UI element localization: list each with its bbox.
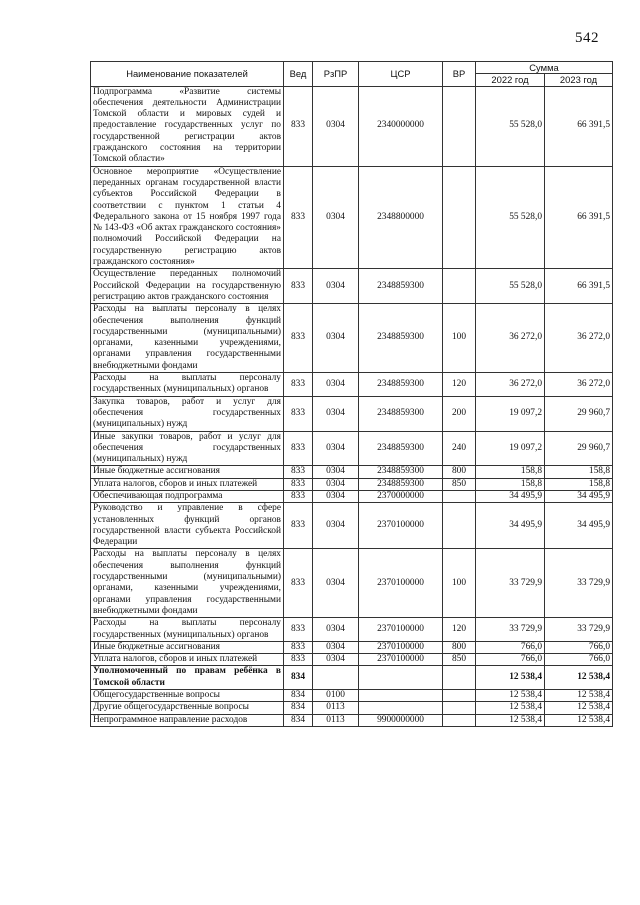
row-vr-cell: 800 <box>443 466 476 478</box>
row-rzpr-cell: 0304 <box>313 466 359 478</box>
row-csr-cell: 2348859300 <box>359 396 443 431</box>
table-row <box>91 702 613 714</box>
row-vr-cell: 100 <box>443 549 476 618</box>
row-rzpr-cell: 0113 <box>313 714 359 726</box>
row-vr-cell <box>443 86 476 166</box>
row-sum-2023-cell: 29 960,7 <box>545 431 613 466</box>
row-name-cell: Иные закупки товаров, работ и услуг для обеспечения государственных (муниципальных) нужд <box>91 431 284 466</box>
row-sum-2022-cell: 766,0 <box>476 654 545 666</box>
row-ved-cell: 834 <box>284 702 313 714</box>
row-vr-cell: 800 <box>443 641 476 653</box>
row-sum-2023-cell: 36 272,0 <box>545 373 613 397</box>
row-csr-cell: 2370000000 <box>359 490 443 502</box>
row-vr-cell <box>443 666 476 690</box>
row-ved-cell: 833 <box>284 549 313 618</box>
row-sum-2023-cell: 766,0 <box>545 654 613 666</box>
row-name-cell: Обеспечивающая подпрограмма <box>91 490 284 502</box>
row-sum-2023-cell: 29 960,7 <box>545 396 613 431</box>
row-sum-2022-cell: 36 272,0 <box>476 304 545 373</box>
row-sum-2022-cell: 33 729,9 <box>476 549 545 618</box>
row-ved-cell: 833 <box>284 396 313 431</box>
row-ved-cell: 833 <box>284 304 313 373</box>
row-sum-2022-cell: 34 495,9 <box>476 503 545 549</box>
header-name: Наименование показателей <box>91 62 284 87</box>
row-csr-cell <box>359 666 443 690</box>
row-rzpr-cell <box>313 666 359 690</box>
row-ved-cell: 833 <box>284 373 313 397</box>
row-sum-2023-cell: 33 729,9 <box>545 618 613 642</box>
row-csr-cell: 2370100000 <box>359 654 443 666</box>
row-csr-cell: 9900000000 <box>359 714 443 726</box>
row-sum-2022-cell: 33 729,9 <box>476 618 545 642</box>
table-row <box>91 690 613 702</box>
row-ved-cell: 833 <box>284 269 313 304</box>
header-csr: ЦСР <box>359 62 443 87</box>
row-vr-cell <box>443 503 476 549</box>
row-sum-2022-cell: 55 528,0 <box>476 166 545 269</box>
row-name-cell: Другие общегосударственные вопросы <box>91 702 284 714</box>
row-ved-cell: 833 <box>284 431 313 466</box>
row-vr-cell <box>443 690 476 702</box>
table-row <box>91 654 613 666</box>
row-csr-cell: 2348859300 <box>359 478 443 490</box>
row-csr-cell <box>359 702 443 714</box>
table-row <box>91 396 613 431</box>
row-vr-cell: 850 <box>443 654 476 666</box>
row-csr-cell: 2370100000 <box>359 618 443 642</box>
row-ved-cell: 834 <box>284 714 313 726</box>
row-name-cell: Расходы на выплаты персоналу государственных (муниципальных) органов <box>91 618 284 642</box>
row-sum-2023-cell: 34 495,9 <box>545 490 613 502</box>
row-name-cell: Уплата налогов, сборов и иных платежей <box>91 478 284 490</box>
row-name-cell: Расходы на выплаты персоналу в целях обеспечения выполнения функций государственными (муниципальными) органами, казенными учреждениями, органами управления государственными внебюджетными фондами <box>91 304 284 373</box>
row-sum-2022-cell: 158,8 <box>476 478 545 490</box>
row-vr-cell <box>443 490 476 502</box>
row-csr-cell: 2370100000 <box>359 549 443 618</box>
row-sum-2023-cell: 36 272,0 <box>545 304 613 373</box>
row-ved-cell: 833 <box>284 166 313 269</box>
row-name-cell: Иные бюджетные ассигнования <box>91 466 284 478</box>
row-csr-cell: 2370100000 <box>359 503 443 549</box>
row-sum-2022-cell: 766,0 <box>476 641 545 653</box>
row-sum-2023-cell: 12 538,4 <box>545 714 613 726</box>
row-sum-2022-cell: 19 097,2 <box>476 396 545 431</box>
row-ved-cell: 834 <box>284 690 313 702</box>
row-sum-2022-cell: 34 495,9 <box>476 490 545 502</box>
row-sum-2022-cell: 12 538,4 <box>476 666 545 690</box>
row-name-cell: Непрограммное направление расходов <box>91 714 284 726</box>
row-sum-2022-cell: 55 528,0 <box>476 86 545 166</box>
table-row <box>91 86 613 166</box>
row-rzpr-cell: 0304 <box>313 86 359 166</box>
row-name-cell: Расходы на выплаты персоналу в целях обеспечения выполнения функций государственными (муниципальными) органами, казенными учреждениями, органами управления государственными внебюджетными фондами <box>91 549 284 618</box>
header-rzpr: РзПР <box>313 62 359 87</box>
row-ved-cell: 833 <box>284 490 313 502</box>
row-ved-cell: 833 <box>284 466 313 478</box>
row-sum-2022-cell: 36 272,0 <box>476 373 545 397</box>
row-sum-2023-cell: 66 391,5 <box>545 269 613 304</box>
row-csr-cell <box>359 690 443 702</box>
row-vr-cell: 120 <box>443 373 476 397</box>
table-row <box>91 503 613 549</box>
row-ved-cell: 833 <box>284 618 313 642</box>
row-vr-cell <box>443 166 476 269</box>
row-sum-2022-cell: 19 097,2 <box>476 431 545 466</box>
row-sum-2023-cell: 158,8 <box>545 478 613 490</box>
header-sum: Сумма <box>476 62 613 74</box>
row-sum-2023-cell: 158,8 <box>545 466 613 478</box>
row-sum-2023-cell: 12 538,4 <box>545 702 613 714</box>
row-rzpr-cell: 0304 <box>313 373 359 397</box>
row-rzpr-cell: 0113 <box>313 702 359 714</box>
table-row <box>91 641 613 653</box>
row-rzpr-cell: 0304 <box>313 478 359 490</box>
table-row <box>91 431 613 466</box>
row-name-cell: Закупка товаров, работ и услуг для обеспечения государственных (муниципальных) нужд <box>91 396 284 431</box>
row-rzpr-cell: 0304 <box>313 431 359 466</box>
row-sum-2023-cell: 12 538,4 <box>545 690 613 702</box>
row-rzpr-cell: 0304 <box>313 654 359 666</box>
table-row <box>91 304 613 373</box>
row-csr-cell: 2348859300 <box>359 466 443 478</box>
row-rzpr-cell: 0304 <box>313 503 359 549</box>
row-rzpr-cell: 0304 <box>313 490 359 502</box>
header-year-2022: 2022 год <box>476 74 545 86</box>
table-row <box>91 666 613 690</box>
table-row <box>91 549 613 618</box>
row-name-cell: Расходы на выплаты персоналу государственных (муниципальных) органов <box>91 373 284 397</box>
row-name-cell: Руководство и управление в сфере установленных функций органов государственной власти субъекта Российской Федерации <box>91 503 284 549</box>
row-ved-cell: 833 <box>284 503 313 549</box>
row-csr-cell: 2348859300 <box>359 304 443 373</box>
row-csr-cell: 2340000000 <box>359 86 443 166</box>
row-sum-2022-cell: 12 538,4 <box>476 714 545 726</box>
row-rzpr-cell: 0304 <box>313 304 359 373</box>
row-sum-2023-cell: 34 495,9 <box>545 503 613 549</box>
row-sum-2023-cell: 33 729,9 <box>545 549 613 618</box>
row-rzpr-cell: 0304 <box>313 618 359 642</box>
table-row <box>91 466 613 478</box>
row-rzpr-cell: 0304 <box>313 269 359 304</box>
header-vr: ВР <box>443 62 476 87</box>
header-year-2023: 2023 год <box>545 74 613 86</box>
page-number: 542 <box>575 30 599 46</box>
row-rzpr-cell: 0304 <box>313 549 359 618</box>
row-vr-cell: 240 <box>443 431 476 466</box>
row-ved-cell: 833 <box>284 654 313 666</box>
row-rzpr-cell: 0304 <box>313 166 359 269</box>
row-rzpr-cell: 0100 <box>313 690 359 702</box>
row-vr-cell: 120 <box>443 618 476 642</box>
row-ved-cell: 833 <box>284 641 313 653</box>
table-body <box>91 86 613 726</box>
row-csr-cell: 2370100000 <box>359 641 443 653</box>
row-name-cell: Основное мероприятие «Осуществление переданных органам государственной власти субъектов Российской Федерации в соответствии с пунктом 1 статьи 4 Федерального закона от 15 ноября 1997 года № 143-ФЗ «Об актах гражданского состояния» полномочий Российской Федерации на государственную регистрацию актов гражданского состояния» <box>91 166 284 269</box>
table-row <box>91 269 613 304</box>
row-csr-cell: 2348800000 <box>359 166 443 269</box>
row-sum-2023-cell: 66 391,5 <box>545 86 613 166</box>
row-vr-cell <box>443 269 476 304</box>
table-row <box>91 490 613 502</box>
row-name-cell: Уплата налогов, сборов и иных платежей <box>91 654 284 666</box>
row-name-cell: Осуществление переданных полномочий Российской Федерации на государственную регистрацию актов гражданского состояния <box>91 269 284 304</box>
row-name-cell: Общегосударственные вопросы <box>91 690 284 702</box>
row-csr-cell: 2348859300 <box>359 431 443 466</box>
row-rzpr-cell: 0304 <box>313 396 359 431</box>
row-name-cell: Иные бюджетные ассигнования <box>91 641 284 653</box>
row-sum-2023-cell: 766,0 <box>545 641 613 653</box>
row-vr-cell <box>443 702 476 714</box>
table-row <box>91 478 613 490</box>
header-ved: Вед <box>284 62 313 87</box>
row-rzpr-cell: 0304 <box>313 641 359 653</box>
budget-table <box>90 61 613 727</box>
row-csr-cell: 2348859300 <box>359 269 443 304</box>
row-sum-2023-cell: 12 538,4 <box>545 666 613 690</box>
row-vr-cell: 100 <box>443 304 476 373</box>
row-csr-cell: 2348859300 <box>359 373 443 397</box>
table-row <box>91 618 613 642</box>
row-sum-2022-cell: 158,8 <box>476 466 545 478</box>
row-name-cell: Подпрограмма «Развитие системы обеспечения деятельности Администрации Томской области и мировых судей и предоставление государственных услуг по государственной регистрации актов гражданского состояния на территории Томской области» <box>91 86 284 166</box>
row-vr-cell: 200 <box>443 396 476 431</box>
row-sum-2022-cell: 12 538,4 <box>476 690 545 702</box>
row-sum-2023-cell: 66 391,5 <box>545 166 613 269</box>
row-ved-cell: 833 <box>284 478 313 490</box>
row-sum-2022-cell: 12 538,4 <box>476 702 545 714</box>
row-sum-2022-cell: 55 528,0 <box>476 269 545 304</box>
table-row <box>91 166 613 269</box>
row-vr-cell: 850 <box>443 478 476 490</box>
row-ved-cell: 834 <box>284 666 313 690</box>
row-name-cell: Уполномоченный по правам ребёнка в Томской области <box>91 666 284 690</box>
table-row <box>91 714 613 726</box>
row-ved-cell: 833 <box>284 86 313 166</box>
table-row <box>91 373 613 397</box>
row-vr-cell <box>443 714 476 726</box>
